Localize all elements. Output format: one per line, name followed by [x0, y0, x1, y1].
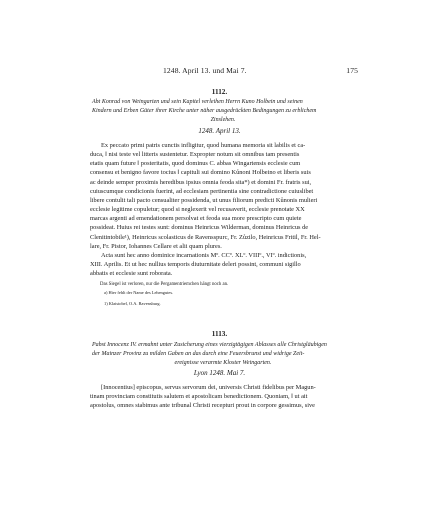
- seal-note: Das Siegel ist verloren, nur die Pergamentriemchen hängt noch an.: [100, 282, 229, 287]
- paragraph: [90, 141, 356, 251]
- regest-line: Pabst Innocenz IV. ermahnt unter Zusicherung eines vierzigtägigen Ablasses alle Christgläubigen: [92, 342, 327, 348]
- text-line: [Innocentius] episcopus, servus servorum dei, universis Christi fidelibus per Magun-: [101, 384, 316, 391]
- body-text-1113: [90, 383, 356, 410]
- text-line: Clenitintobile¹), Heinricus scolasticus de Ravensspurc, Fr. Zůzilo, Heinricus Fritil, Fr. Hel-: [90, 233, 321, 241]
- text-line: marcas argenti ad emendationem persolvat et feoda sua more prescripto cum quiete: [90, 215, 302, 223]
- footnote-a: a) Hier fehlt der Name des Lehengutes.: [104, 290, 174, 295]
- regest-1113: [92, 341, 354, 369]
- regest-line: ereignisse verarmte Kloster Weingarten.: [174, 360, 272, 367]
- text-line: libere contulit tali pacto censualiter possidenda, ut unus filiorum predicti Kůnonis mulieri: [90, 196, 318, 204]
- text-line: tinam provinciam constitutis salutem et apostolicam benedictionem. Quoniam, ‖ ut ait: [90, 393, 308, 401]
- text-line: Ex peccato primi patris cunctis infligitur, quod humana memoria sit labilis et ca-: [101, 142, 306, 149]
- page-number: 175: [346, 66, 358, 75]
- text-line: abbatis et ecclesie sunt roborata.: [90, 270, 173, 278]
- text-line: consensu et benigno favore tocius ‖ capituli sui domino Kůnoni Holbeino et liberis suis: [90, 169, 311, 177]
- paragraph: [90, 251, 356, 278]
- text-line: XIII. Aprilis. Et ut hec nullius temporis diuturnitate deleri possint, communi sigillo: [90, 261, 301, 269]
- text-line: possideat. Huius rei testes sunt: dominus Heinricus Wilderman, dominus Heinricus de: [90, 224, 309, 232]
- date-line-1112: 1248. April 13.: [198, 127, 241, 135]
- body-text-1112: [90, 141, 356, 278]
- document-number-1113: 1113.: [211, 330, 228, 338]
- text-line: apostolus, omnes stabimus ante tribunal Christi recepturi prout in corpore gessimus, sive: [90, 402, 315, 410]
- text-line: lare, Fr. Pistor, Iohannes Cellare et alii quam plures.: [90, 242, 222, 250]
- regest-line: Zinslehen.: [210, 117, 236, 124]
- footnote-1: 1) Klaistobel, O.A. Ravensburg.: [104, 301, 161, 306]
- regest-line: Kindern und Erben Güter ihrer Kirche unter näher ausgedrückten Bedingungen zu erblichem: [92, 108, 317, 115]
- text-line: ecclesie legitime copuletur; quod si neglexerit vel recusaverit, ecclesie prenotate XX: [90, 206, 305, 214]
- text-line: cuiuscumque condicionis fuerint, ad ecclesiam pertinentia sine contradictione cuiuslibet: [90, 187, 314, 195]
- date-line-1113: Lyon 1248. Mai 7.: [193, 369, 246, 377]
- document-number-1112: 1112.: [211, 88, 228, 96]
- regest-line: Abt Konrad von Weingarten und sein Kapitel verleihen Herrn Kuno Holbein und seinen: [92, 99, 303, 105]
- running-head-title: 1248. April 13. und Mai 7.: [163, 66, 247, 75]
- text-line: etatis quam future ‖ posteritatis, quod dominus C. abbas Wingartensis ecclesie cum: [90, 160, 301, 168]
- text-line: Acta sunt hec anno dominice incarnationis Mº. CCº. XLº. VIIIº., VIº. indictionis,: [101, 251, 307, 259]
- regest-line: der Mainzer Provinz zu milden Gaben an das durch eine Feuersbrunst und widrige Zeit-: [92, 351, 305, 358]
- paragraph: [90, 383, 356, 410]
- text-line: ac deinde semper proximis heredibus ipsius omnia feoda sita*) et domini Fr. fratris sui,: [90, 178, 312, 186]
- text-line: duca, ‖ nisi teste vel litteris sustentetur. Expropter notum sit omnibus tam presentis: [90, 151, 300, 159]
- regest-1112: [92, 98, 354, 126]
